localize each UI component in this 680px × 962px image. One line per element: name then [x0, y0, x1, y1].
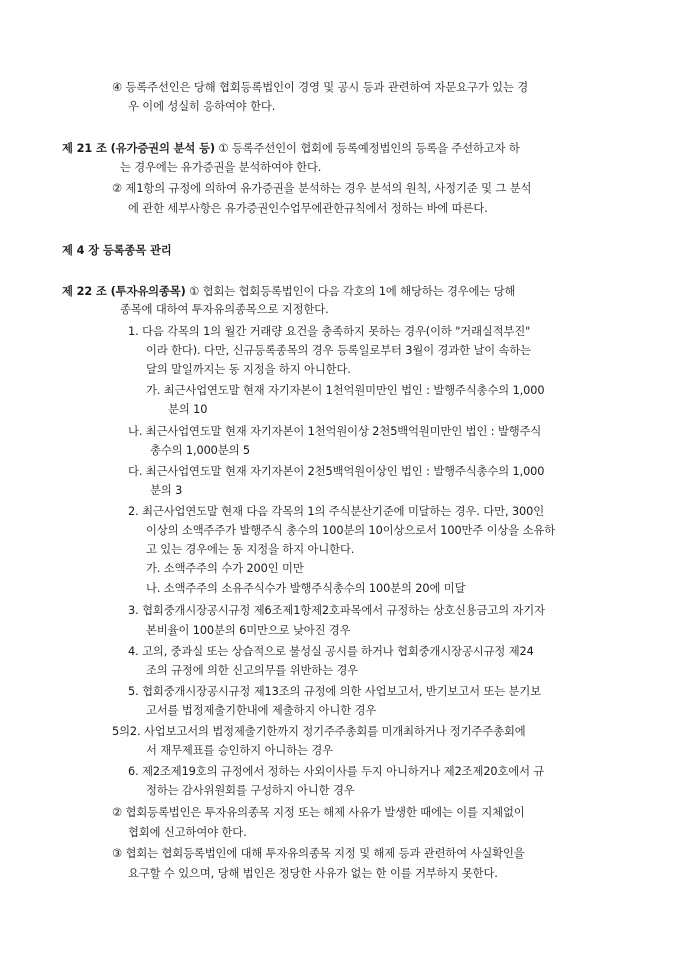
article-21-line-2: 는 경우에는 유가증권을 분석하여야 한다. [120, 161, 322, 174]
item-1-ga-line-1: 가. 최근사업연도말 현재 자기자본이 1천억원미만인 법인 : 발행주식총수의 1,000 [146, 384, 545, 397]
article-21-para-2-line-2: 에 관한 세부사항은 유가증권인수업무에관한규칙에서 정하는 바에 따른다. [128, 202, 488, 215]
item-1-na-line-2: 총수의 1,000분의 5 [150, 444, 250, 457]
item-2-ga: 가. 소액주주의 수가 200인 미만 [146, 562, 304, 575]
article-22-para-3-line-1: ③ 협회는 협회등록법인에 대해 투자유의종목 지정 및 해제 등과 관련하여 사실확인을 [112, 847, 525, 860]
item-5-2-line-1: 5의2. 사업보고서의 법정제출기한까지 정기주주총회를 미개최하거나 정기주주총회에 [112, 725, 526, 738]
item-2-line-1: 2. 최근사업연도말 현재 다음 각목의 1의 주식분산기준에 미달하는 경우. 다만, 300인 [128, 505, 545, 518]
article-22-line-1 [62, 284, 515, 299]
item-1-da-line-2: 분의 3 [150, 484, 183, 497]
article-22-para-1: ① 협회는 협회등록법인이 다음 각호의 1에 해당하는 경우에는 당해 [185, 285, 516, 298]
article-21-para-1: ① 등록주선인이 협회에 등록예정법인의 등록을 주선하고자 하 [214, 142, 520, 155]
item-5-line-1: 5. 협회중개시장공시규정 제13조의 규정에 의한 사업보고서, 반기보고서 또는 분기보 [128, 685, 541, 698]
chapter-4-heading: 제 4 장 등록종목 관리 [62, 244, 172, 257]
para-4-line-2: 우 이에 성실히 응하여야 한다. [128, 100, 276, 113]
item-5-line-2: 고서를 법정제출기한내에 제출하지 아니한 경우 [146, 704, 377, 717]
article-22-line-2: 종목에 대하여 투자유의종목으로 지정한다. [120, 303, 329, 316]
item-5-2-line-2: 서 재무제표를 승인하지 아니하는 경우 [146, 744, 333, 757]
item-1-na-line-1: 나. 최근사업연도말 현재 자기자본이 1천억원이상 2천5백억원미만인 법인 : 발행주식 [128, 425, 542, 438]
item-3-line-2: 본비율이 100분의 6미만으로 낮아진 경우 [146, 624, 351, 637]
article-21-heading: 제 21 조 (유가증권의 분석 등) [62, 142, 215, 155]
para-4-line-1: ④ 등록주선인은 당해 협회등록법인이 경영 및 공시 등과 관련하여 자문요구가 있는 경 [112, 81, 529, 94]
item-1-da-line-1: 다. 최근사업연도말 현재 자기자본이 2천5백억원이상인 법인 : 발행주식총수의 1,000 [128, 465, 545, 478]
article-22-para-2-line-2: 협회에 신고하여야 한다. [128, 826, 247, 839]
article-22-heading: 제 22 조 (투자유의종목) [62, 285, 186, 298]
article-22-para-2-line-1: ② 협회등록법인은 투자유의종목 지정 또는 해제 사유가 발생한 때에는 이를 지체없이 [112, 806, 525, 819]
item-1-ga-line-2: 분의 10 [168, 403, 208, 416]
item-4-line-2: 조의 규정에 의한 신고의무를 위반하는 경우 [146, 664, 359, 677]
item-1-line-2: 이라 한다). 다만, 신규등록종목의 경우 등록일로부터 3월이 경과한 날이 속하는 [146, 344, 531, 357]
article-22-para-3-line-2: 요구할 수 있으며, 당해 법인은 정당한 사유가 없는 한 이를 거부하지 못한다. [128, 867, 498, 880]
item-2-line-3: 고 있는 경우에는 동 지정을 하지 아니한다. [146, 543, 355, 556]
article-21-line-1 [62, 141, 520, 156]
item-2-na: 나. 소액주주의 소유주식수가 발행주식총수의 100분의 20에 미달 [146, 582, 466, 595]
item-1-line-1: 1. 다음 각목의 1의 월간 거래량 요건을 충족하지 못하는 경우(이하 "거래실적부진" [128, 325, 531, 338]
item-2-line-2: 이상의 소액주주가 발행주식 총수의 100분의 10이상으로서 100만주 이상을 소유하 [146, 524, 556, 537]
article-21-para-2-line-1: ② 제1항의 규정에 의하여 유가증권을 분석하는 경우 분석의 원칙, 사정기준 및 그 분석 [112, 182, 532, 195]
item-3-line-1: 3. 협회중개시장공시규정 제6조제1항제2호파목에서 규정하는 상호신용금고의 자기자 [128, 604, 545, 617]
item-4-line-1: 4. 고의, 중과실 또는 상습적으로 불성실 공시를 하거나 협회중개시장공시규정 제24 [128, 645, 534, 658]
item-1-line-3: 달의 말일까지는 동 지정을 하지 아니한다. [146, 363, 351, 376]
item-6-line-1: 6. 제2조제19호의 규정에서 정하는 사외이사를 두지 아니하거나 제2조제20호에서 규 [128, 765, 545, 778]
item-6-line-2: 정하는 감사위원회를 구성하지 아니한 경우 [146, 784, 355, 797]
